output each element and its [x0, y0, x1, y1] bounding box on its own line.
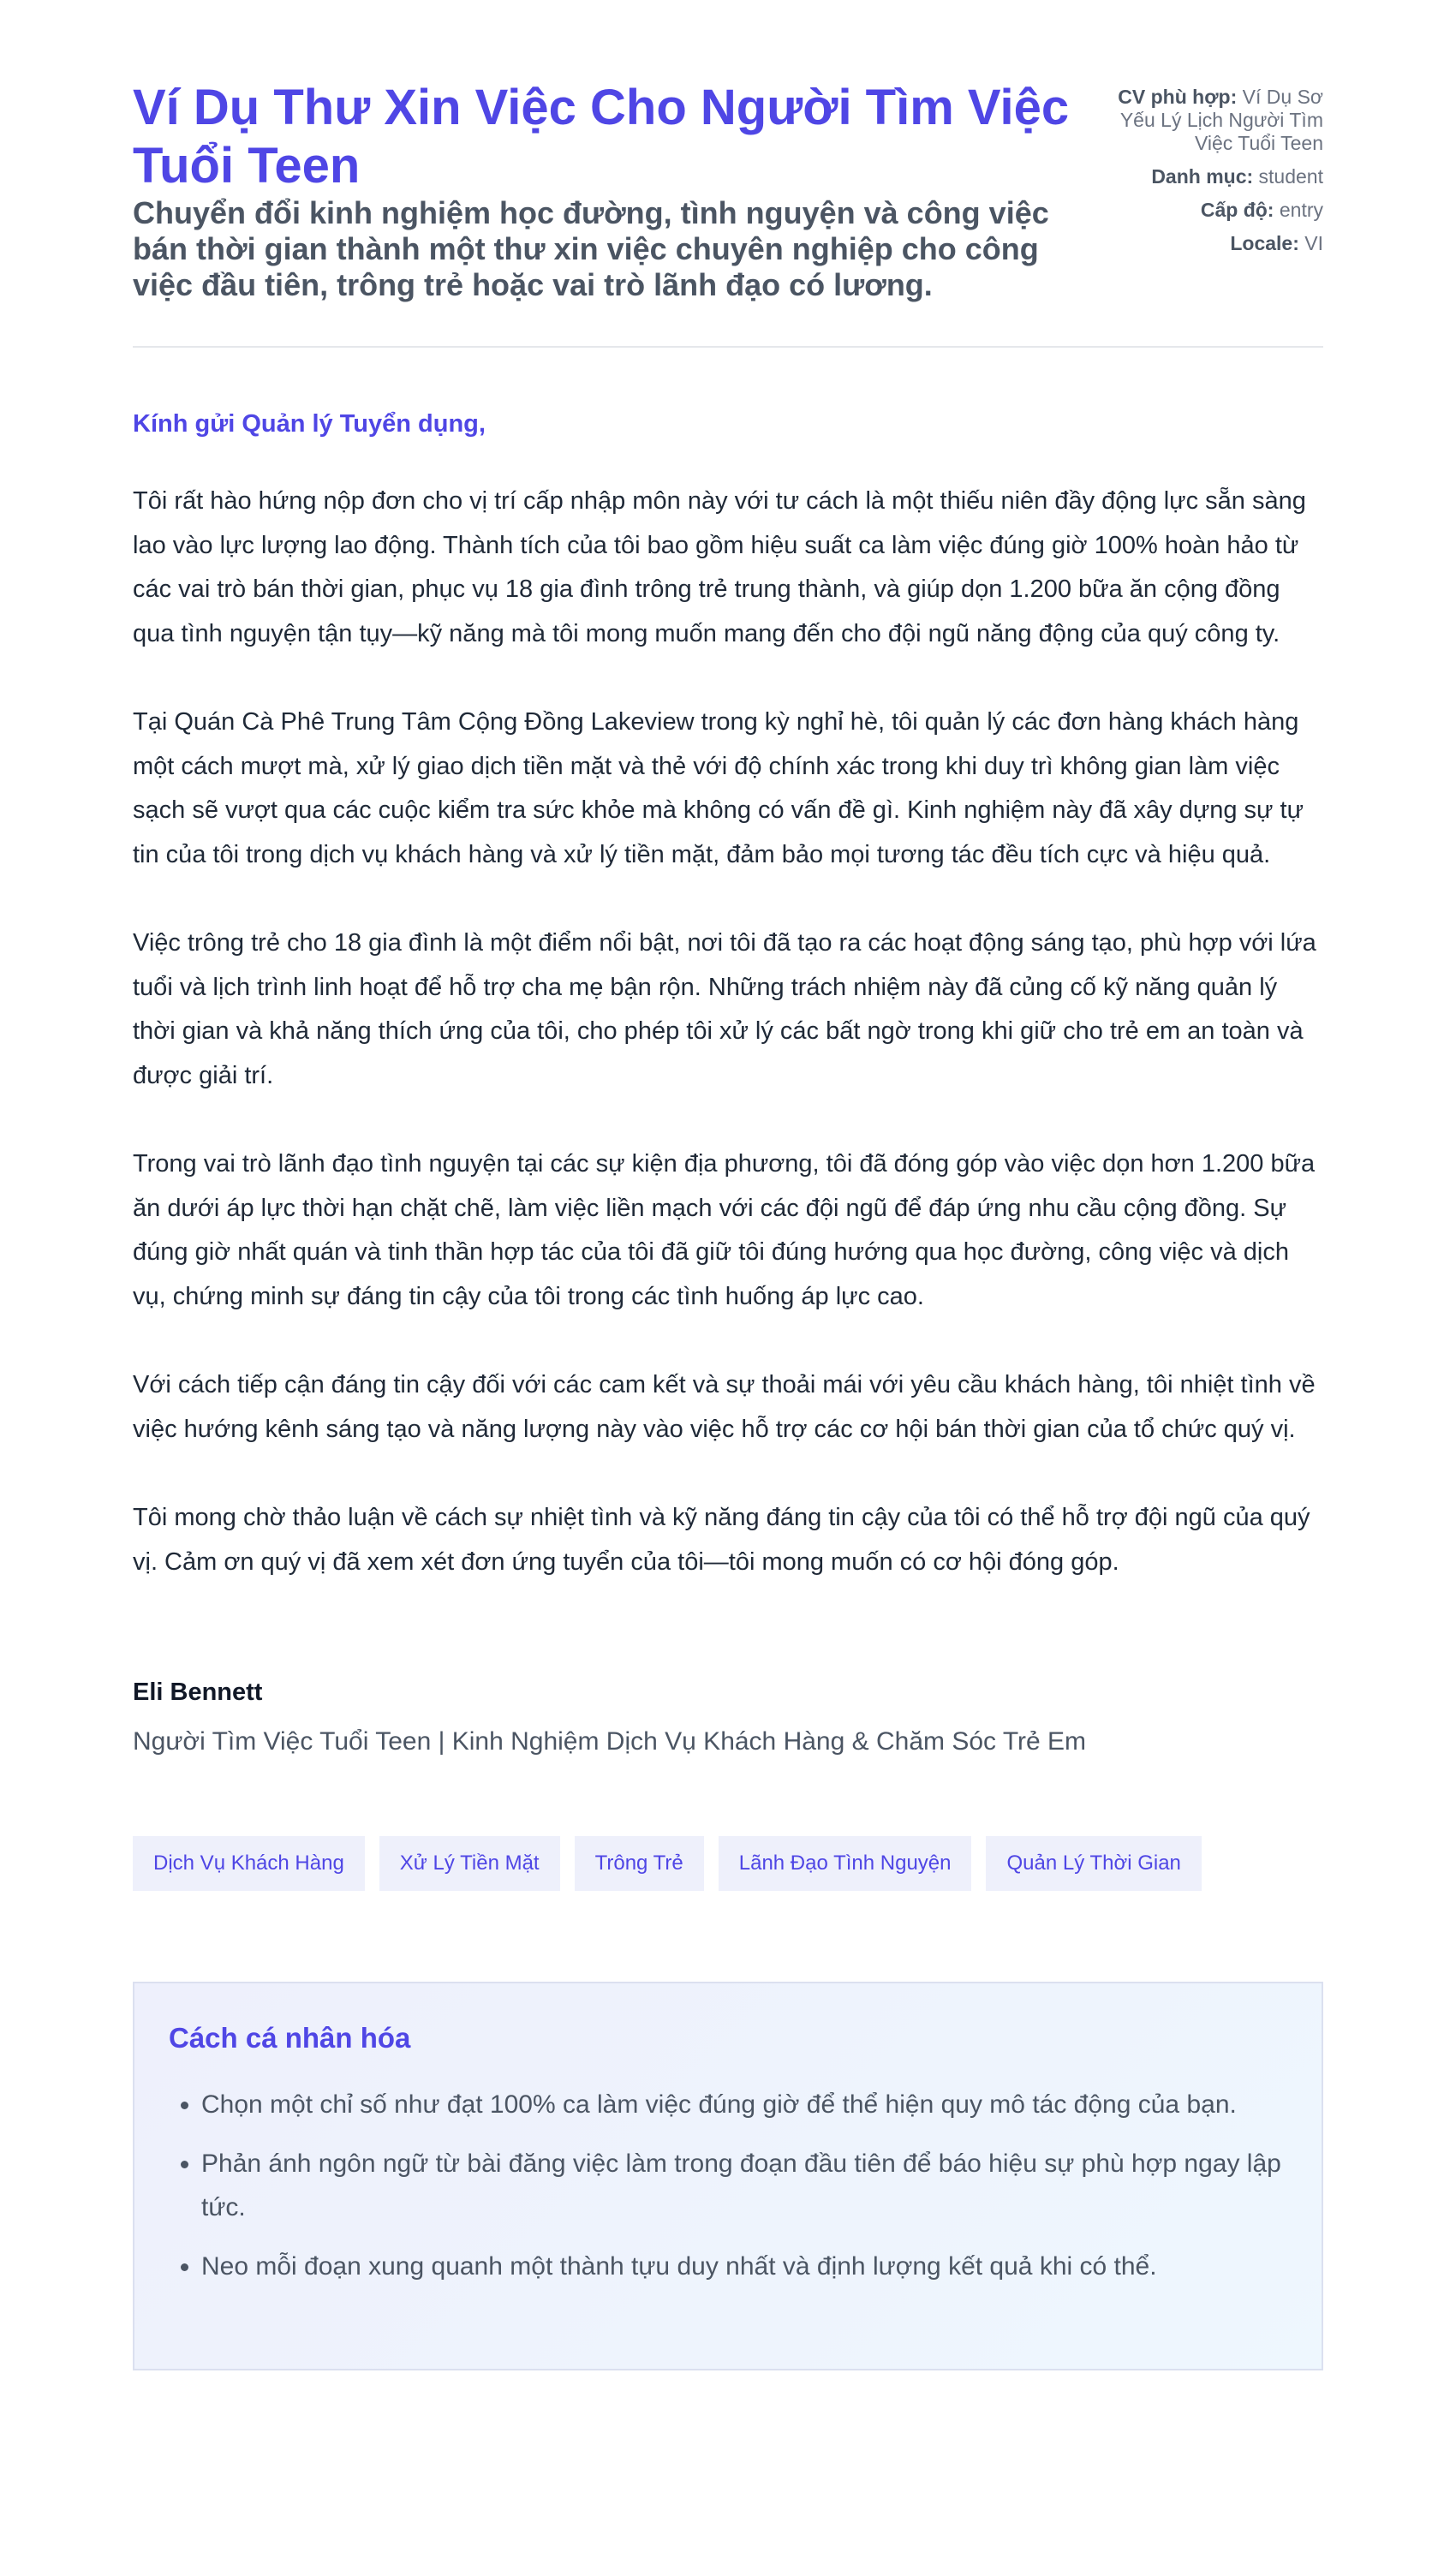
- signature-block: [133, 1677, 1323, 1759]
- personalization-tips: [133, 1982, 1323, 2370]
- skill-tag[interactable]: Trông Trẻ: [575, 1836, 704, 1891]
- meta-level-value: entry: [1279, 199, 1323, 221]
- tips-list: [169, 2083, 1287, 2288]
- signature-role: Người Tìm Việc Tuổi Teen | Kinh Nghiệm Dịch Vụ Khách Hàng & Chăm Sóc Trẻ Em: [133, 1727, 1087, 1756]
- page-header: [133, 79, 1323, 303]
- meta-cv-value[interactable]: Ví Dụ Sơ Yếu Lý Lịch Người Tìm Việc Tuổi Teen: [1119, 86, 1323, 154]
- meta-locale: [1088, 232, 1323, 255]
- letter-paragraph: Với cách tiếp cận đáng tin cậy đối với các cam kết và sự thoải mái với yêu cầu khách hàng, tôi nhiệt tình về việc hướng kênh sáng tạo và năng lượng này vào việc hỗ trợ các cơ hội bán thời gian của tổ chức quý vị.: [133, 1371, 1316, 1443]
- header-divider: [133, 346, 1323, 348]
- page-title: Ví Dụ Thư Xin Việc Cho Người Tìm Việc Tuổi Teen: [133, 80, 1070, 194]
- meta-panel: [1088, 86, 1323, 265]
- skill-tags: [133, 1836, 1323, 1891]
- skill-tag[interactable]: Quản Lý Thời Gian: [986, 1836, 1201, 1891]
- meta-locale-label: Locale:: [1230, 232, 1299, 254]
- letter-paragraph: Tôi rất hào hứng nộp đơn cho vị trí cấp nhập môn này với tư cách là một thiếu niên đầy động lực sẵn sàng lao vào lực lượng lao động. Thành tích của tôi bao gồm hiệu suất ca làm việc đúng giờ 100% hoàn hảo từ các vai trò bán thời gian, phục vụ 18 gia đình trông trẻ trung thành, và giúp dọn 1.200 bữa ăn cộng đồng qua tình nguyện tận tụy—kỹ năng mà tôi mong muốn mang đến cho đội ngũ năng động của quý công ty.: [133, 487, 1306, 647]
- tip-item: • Phản ánh ngôn ngữ từ bài đăng việc làm trong đoạn đầu tiên để báo hiệu sự phù hợp ngay lập tức.: [201, 2142, 1287, 2229]
- page-subtitle: Chuyển đổi kinh nghiệm học đường, tình nguyện và công việc bán thời gian thành một thư xin việc chuyên nghiệp cho công việc đầu tiên, trông trẻ hoặc vai trò lãnh đạo có lương.: [133, 195, 1049, 302]
- meta-category-label: Danh mục:: [1151, 165, 1254, 188]
- signature-name: Eli Bennett: [133, 1679, 263, 1706]
- letter-paragraph: Việc trông trẻ cho 18 gia đình là một điểm nổi bật, nơi tôi đã tạo ra các hoạt động sáng tạo, phù hợp với lứa tuổi và lịch trình linh hoạt để hỗ trợ cha mẹ bận rộn. Những trách nhiệm này đã củng cố kỹ năng quản lý thời gian và khả năng thích ứng của tôi, cho phép tôi xử lý các bất ngờ trong khi giữ cho trẻ em an toàn và được giải trí.: [133, 929, 1316, 1089]
- skill-tag[interactable]: Xử Lý Tiền Mặt: [379, 1836, 560, 1891]
- header-left: [133, 79, 1075, 303]
- tip-item: • Neo mỗi đoạn xung quanh một thành tựu duy nhất và định lượng kết quả khi có thể.: [201, 2245, 1287, 2288]
- salutation: Kính gửi Quản lý Tuyển dụng,: [133, 410, 486, 438]
- tips-title: Cách cá nhân hóa: [169, 2022, 411, 2054]
- meta-cv-label: CV phù hợp:: [1118, 86, 1238, 108]
- meta-level-label: Cấp độ:: [1200, 199, 1274, 221]
- letter-paragraph: Trong vai trò lãnh đạo tình nguyện tại các sự kiện địa phương, tôi đã đóng góp vào việc dọn hơn 1.200 bữa ăn dưới áp lực thời hạn chặt chẽ, làm việc liền mạch với các đội ngũ để đáp ứng nhu cầu cộng đồng. Sự đúng giờ nhất quán và tinh thần hợp tác của tôi đã giữ tôi đúng hướng qua học đường, công việc và dịch vụ, chứng minh sự đáng tin cậy của tôi trong các tình huống áp lực cao.: [133, 1150, 1316, 1310]
- letter-body: [133, 409, 1323, 1584]
- tip-item: • Chọn một chỉ số như đạt 100% ca làm việc đúng giờ để thể hiện quy mô tác động của bạn.: [201, 2083, 1287, 2126]
- skill-tag[interactable]: Dịch Vụ Khách Hàng: [133, 1836, 365, 1891]
- meta-level: [1088, 199, 1323, 222]
- meta-locale-value: VI: [1304, 232, 1323, 254]
- skill-tag[interactable]: Lãnh Đạo Tình Nguyện: [719, 1836, 972, 1891]
- letter-paragraph: Tại Quán Cà Phê Trung Tâm Cộng Đồng Lakeview trong kỳ nghỉ hè, tôi quản lý các đơn hàng khách hàng một cách mượt mà, xử lý giao dịch tiền mặt và thẻ với độ chính xác trong khi duy trì không gian làm việc sạch sẽ vượt qua các cuộc kiểm tra sức khỏe mà không có vấn đề gì. Kinh nghiệm này đã xây dựng sự tự tin của tôi trong dịch vụ khách hàng và xử lý tiền mặt, đảm bảo mọi tương tác đều tích cực và hiệu quả.: [133, 708, 1304, 868]
- meta-category-value: student: [1258, 165, 1323, 188]
- letter-paragraph: Tôi mong chờ thảo luận về cách sự nhiệt tình và kỹ năng đáng tin cậy của tôi có thể hỗ trợ đội ngũ của quý vị. Cảm ơn quý vị đã xem xét đơn ứng tuyển của tôi—tôi mong muốn có cơ hội đóng góp.: [133, 1504, 1310, 1576]
- meta-cv: [1088, 86, 1323, 155]
- meta-category: [1088, 165, 1323, 188]
